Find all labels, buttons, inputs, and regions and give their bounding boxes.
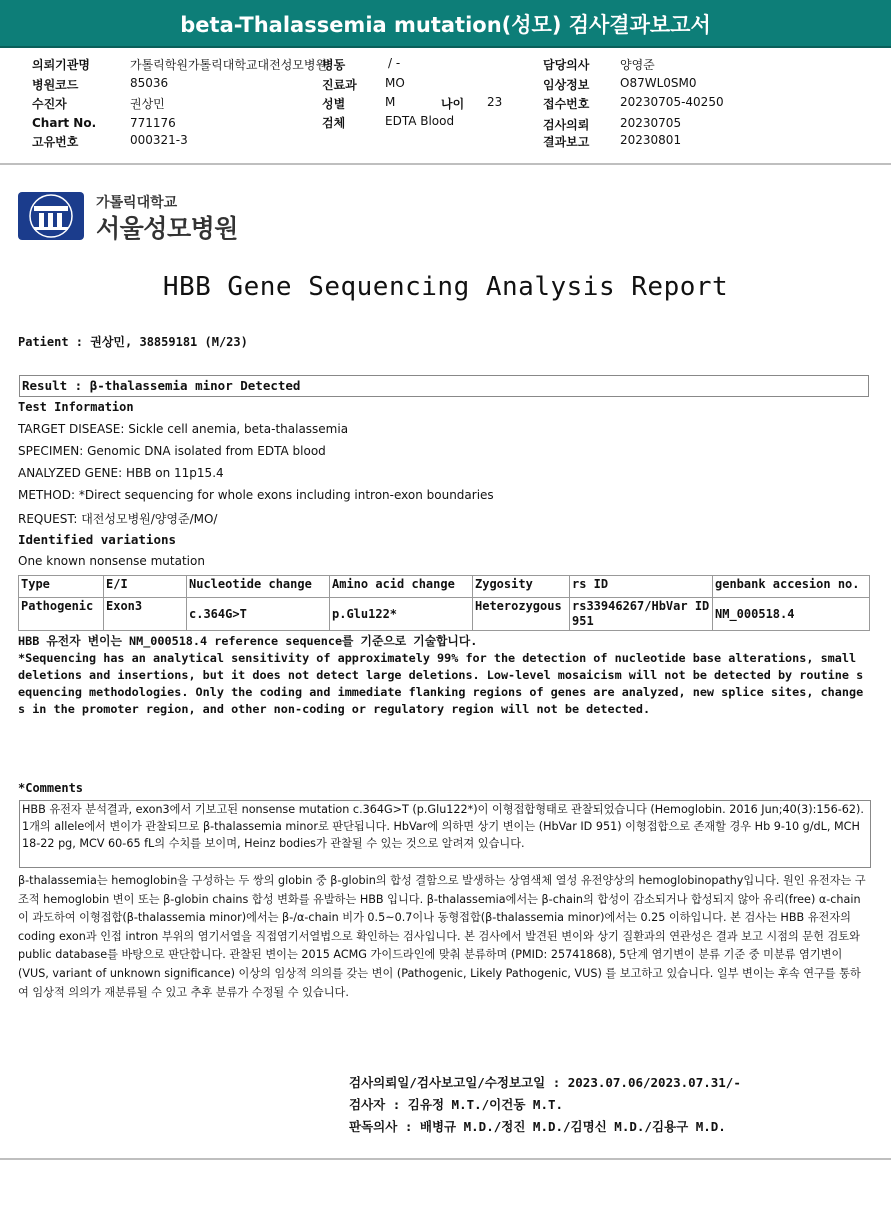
report-title-bar: beta-Thalassemia mutation(성모) 검사결과보고서 xyxy=(0,0,891,48)
specimen-line: SPECIMEN: Genomic DNA isolated from EDTA blood xyxy=(18,444,326,458)
hospital-university-name: 가톨릭대학교 xyxy=(96,195,178,211)
clinical-value: O87WL0SM0 xyxy=(620,76,697,90)
hospital-logo xyxy=(18,192,84,240)
unique-label: 고유번호 xyxy=(32,135,79,149)
report-dates: 검사의뢰일/검사보고일/수정보고일 : 2023.07.06/2023.07.31/- xyxy=(349,1075,741,1090)
patient-line: Patient : 권상민, 38859181 (M/23) xyxy=(18,335,248,349)
cell-zygosity: Heterozygous xyxy=(473,598,570,631)
identified-summary: One known nonsense mutation xyxy=(18,554,205,568)
age-value: 23 xyxy=(487,95,503,109)
cell-amino-acid: p.Glu122* xyxy=(330,598,473,631)
col-exon: E/I xyxy=(104,576,187,598)
age-label: 나이 xyxy=(441,97,465,111)
examinee-value: 권상민 xyxy=(130,97,165,111)
hospital-name: 서울성모병원 xyxy=(96,214,238,243)
table-header-row xyxy=(19,576,870,598)
dept-value: MO xyxy=(385,76,405,90)
clinical-label: 임상정보 xyxy=(543,78,590,92)
method-line: METHOD: *Direct sequencing for whole exons including intron-exon boundaries xyxy=(18,488,494,502)
table-row xyxy=(19,598,870,631)
col-genbank: genbank accesion no. xyxy=(713,576,870,598)
examiner-line: 검사자 : 김유정 M.T./이건동 M.T. xyxy=(349,1097,564,1112)
test-info-heading: Test Information xyxy=(18,400,134,414)
specimen-value: EDTA Blood xyxy=(385,114,455,128)
footer-divider xyxy=(0,1158,891,1160)
identified-heading: Identified variations xyxy=(18,532,177,547)
comment-box: HBB 유전자 분석결과, exon3에서 기보고된 nonsense mutation c.364G>T (p.Glu122*)이 이형접합형태로 관찰되었습니다 (Hemoglobin. 2016 Jun;40(3):156-62). 1개의 allele에서 변이가 관찰되므로 β-thalassemia minor로 판단됩니다. HbVar에 의하면 상기 변이는 (HbVar ID 951) 이형접합으로 존재할 경우 Hb 9-10 g/dL, MCH 18-22 pg, MCV 60-65 fL의 수치를 보이며, Heinz bodies가 관찰될 수 있는 것으로 알려져 있습니다. xyxy=(19,800,871,868)
request-label: 검사의뢰 xyxy=(543,118,590,132)
chart-value: 771176 xyxy=(130,116,176,130)
cell-rsid: rs33946267/HbVar ID 951 xyxy=(570,598,713,631)
col-nucleotide: Nucleotide change xyxy=(187,576,330,598)
col-zygosity: Zygosity xyxy=(473,576,570,598)
analyzed-gene: ANALYZED GENE: HBB on 11p15.4 xyxy=(18,466,224,480)
reader-line: 판독의사 : 배병규 M.D./정진 M.D./김명신 M.D./김용구 M.D. xyxy=(349,1119,726,1134)
col-rsid: rs ID xyxy=(570,576,713,598)
col-type: Type xyxy=(19,576,104,598)
unique-value: 000321-3 xyxy=(130,133,188,147)
receipt-value: 20230705-40250 xyxy=(620,95,724,109)
request-line: REQUEST: 대전성모병원/양영준/MO/ xyxy=(18,512,218,526)
report-date: 20230801 xyxy=(620,133,682,147)
cell-nucleotide: c.364G>T xyxy=(187,598,330,631)
dept-label: 진료과 xyxy=(322,78,357,92)
variant-table xyxy=(18,575,870,631)
comments-heading: *Comments xyxy=(18,781,84,795)
sensitivity-note: *Sequencing has an analytical sensitivity of approximately 99% for the detection of nucleotide base alterations, small deletions and insertions, but it does not detect large deletions. Low-level mosaicism will not be detected by routine sequencing methodologies. Only the coding and immediate flanking regions of genes are analyzed, new splice sites, changes in the promoter region, and other non-coding or regulatory region will not be detected. xyxy=(18,651,864,716)
cell-type: Pathogenic xyxy=(19,598,104,631)
institution-value: 가톨릭학원가톨릭대학교대전성모병원 xyxy=(130,58,328,72)
reference-note: HBB 유전자 변이는 NM_000518.4 reference sequence를 기준으로 기술합니다. xyxy=(18,634,478,648)
institution-label: 의뢰기관명 xyxy=(32,58,90,72)
cell-exon: Exon3 xyxy=(104,598,187,631)
doctor-label: 담당의사 xyxy=(543,58,590,72)
comment-paragraph: β-thalassemia는 hemoglobin을 구성하는 두 쌍의 globin 중 β-globin의 합성 결함으로 발생하는 상염색체 열성 유전양상의 hemoglobinopathy입니다. 원인 유전자는 구조적 hemoglobin 변이 또는 β-globin chains 합성 변화를 유발하는 HBB 입니다. β-thalassemia에서는 β-chain의 합성이 감소되거나 합성되지 않아 유리(free) α-chain이 과도하여 이형접합(β-thalassemia minor)에서는 β-/α-chain 비가 0.5~0.7이나 동형접합(β-thalassemia minor)에서는 0.25 이하입니다. 본 검사는 HBB 유전자의 coding exon과 인접 intron 부위의 염기서열을 직접염기서열법으로 확인하는 검사입니다. 본 검사에서 발견된 변이와 상기 질환과의 연관성은 결과 보고 시점의 문헌 검토와 public database를 바탕으로 판단합니다. 관찰된 변이는 2015 ACMG 가이드라인에 맞춰 분류하며 (PMID: 25741868), 5단계 염기변이 분류 기준 중 미분류 염기변이 (VUS, variant of unknown significance) 이상의 임상적 의의를 갖는 변이 (Pathogenic, Likely Pathogenic, VUS) 를 보고하고 있습니다. 일부 변이는 후속 연구를 통하여 임상적 의의가 재분류될 수 있고 추후 분류가 수정될 수 있습니다. xyxy=(18,874,866,999)
header-divider xyxy=(0,163,891,165)
chart-label: Chart No. xyxy=(32,116,97,130)
report-label: 결과보고 xyxy=(543,135,590,149)
sex-value: M xyxy=(385,95,396,109)
target-disease: TARGET DISEASE: Sickle cell anemia, beta-thalassemia xyxy=(18,422,349,436)
hospcode-label: 병원코드 xyxy=(32,78,79,92)
col-amino-acid: Amino acid change xyxy=(330,576,473,598)
doctor-value: 양영준 xyxy=(620,58,655,72)
cell-genbank: NM_000518.4 xyxy=(713,598,870,631)
hospcode-value: 85036 xyxy=(130,76,169,90)
report-title: HBB Gene Sequencing Analysis Report xyxy=(162,272,729,302)
specimen-label: 검체 xyxy=(322,116,346,130)
ward-value: / - xyxy=(388,56,401,70)
sex-label: 성별 xyxy=(322,97,346,111)
examinee-label: 수진자 xyxy=(32,97,67,111)
request-date: 20230705 xyxy=(620,116,682,130)
receipt-label: 접수번호 xyxy=(543,97,590,111)
result-box: Result : β-thalassemia minor Detected xyxy=(19,375,869,397)
ward-label: 병동 xyxy=(322,58,346,72)
